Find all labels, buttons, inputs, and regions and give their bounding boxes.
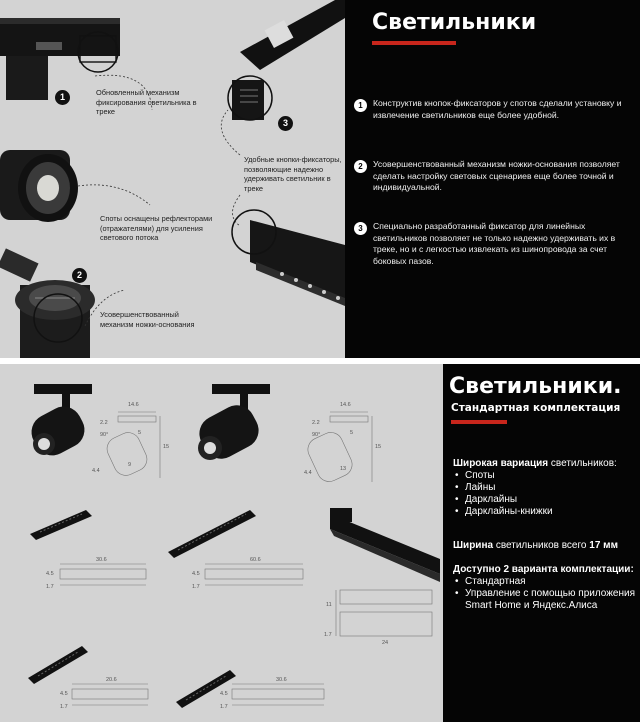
variety-heading: Широкая вариация светильников:: [453, 458, 617, 469]
dim-label: 4.5: [46, 571, 54, 577]
book-lamp-outline: [336, 590, 432, 636]
list-item: • Споты: [453, 470, 638, 482]
point-badge-2: 2: [354, 160, 367, 173]
slide2-title: Светильники.: [449, 374, 622, 399]
spot-base-photo: [0, 248, 95, 358]
drawings-panel: [0, 364, 443, 722]
dim-label: 14.6: [340, 402, 351, 408]
spot-2-drawing: [193, 384, 270, 465]
dim-label: 13: [340, 466, 347, 472]
dim-label: 9: [128, 462, 132, 468]
caption-fixing-mechanism: Обновленный механизм фиксирования светильника в треке: [96, 88, 197, 116]
slide-lights-features: [0, 0, 640, 358]
book-lamp-drawing: [330, 508, 440, 582]
caption-reflectors: Споты оснащены рефлекторами (отражателями) для усиления светового потока: [100, 214, 213, 242]
linear-4-drawing: [176, 670, 236, 708]
linear-2-drawing: [168, 510, 256, 558]
dim-label: 60.6: [250, 557, 261, 563]
point-text-3: Специально разработанный фиксатор для линейных светильников позволяет не только надежно удерживать их в треке, но и с легкостью извлекать из шинопровода за счет боковых пазов.: [373, 221, 616, 266]
linear-2-outline: [205, 564, 303, 585]
title-accent-bar: [372, 41, 456, 45]
kit-text-panel: [443, 364, 640, 722]
dim-label: 15: [163, 444, 170, 450]
options-list: [453, 576, 638, 612]
variety-list: [453, 470, 638, 518]
list-item: • Лайны: [453, 482, 638, 494]
list-item: • Стандартная: [453, 576, 638, 588]
spot-reflector-photo: [0, 150, 78, 222]
track-fixator-photo: [232, 0, 345, 120]
dim-label: 30.6: [96, 557, 107, 563]
slide-standard-kit: [0, 364, 640, 722]
slide1-title: Светильники: [372, 10, 537, 35]
dim-label: 4.5: [220, 691, 228, 697]
width-line: Ширина светильников всего 17 мм: [453, 540, 618, 551]
dim-label: 4.4: [304, 470, 312, 476]
point-badge-1: 1: [354, 99, 367, 112]
list-item: • Управление с помощью приложения Smart Home и Яндекс.Алиса: [453, 588, 638, 612]
dim-label: 4.5: [192, 571, 200, 577]
product-photo-panel: [0, 0, 345, 358]
dim-label: 90°: [100, 432, 109, 438]
subtitle-accent-bar: [451, 420, 507, 424]
caption-base-mechanism: Усовершенствованный механизм ножки-основания: [100, 310, 195, 329]
dim-label: 24: [382, 640, 389, 646]
badge-1: 1: [55, 90, 70, 105]
list-item: • Дарклайны-книжки: [453, 506, 638, 518]
badge-2: 2: [72, 268, 87, 283]
dim-label: 1.7: [192, 584, 200, 590]
linear-1-outline: [60, 564, 146, 585]
dim-label: 1.7: [46, 584, 54, 590]
slide2-subtitle: Стандартная комплектация: [451, 402, 621, 414]
dim-label: 14.6: [128, 402, 139, 408]
dim-label: 1.7: [60, 704, 68, 710]
dim-label: 30.6: [276, 677, 287, 683]
dim-label: 1.7: [220, 704, 228, 710]
options-heading: Доступно 2 варианта комплектации:: [453, 564, 634, 575]
point-text-2: Усовершенствованный механизм ножки-основания позволяет сделать настройку световых сценариев еще более точной и индивидуальной.: [373, 159, 620, 192]
variety-block: [453, 458, 638, 518]
point-text-1: Конструктив кнопок-фиксаторов у спотов сделали установку и извлечение светильников еще более удобной.: [373, 98, 622, 120]
technical-drawings: [0, 364, 443, 722]
features-text-panel: [345, 0, 640, 358]
dim-label: 5: [138, 430, 142, 436]
linear-lamp-photo: [250, 220, 345, 306]
dim-label: 20.6: [106, 677, 117, 683]
dim-label: 90°: [312, 432, 321, 438]
dim-label: 5: [350, 430, 354, 436]
point-badge-3: 3: [354, 222, 367, 235]
linear-3-drawing: [28, 646, 88, 684]
linear-4-outline: [232, 684, 324, 705]
dim-label: 11: [326, 602, 332, 608]
dim-label: 15: [375, 444, 382, 450]
spot-1-outline: [103, 412, 160, 479]
caption-fixator-buttons: Удобные кнопки-фиксаторы, позволяющие надежно удерживать светильник в треке: [244, 155, 342, 193]
dim-label: 1.7: [324, 632, 332, 638]
dim-label: 2.2: [100, 420, 108, 426]
badge-3: 3: [278, 116, 293, 131]
linear-1-drawing: [30, 510, 92, 540]
dim-label: 2.2: [312, 420, 320, 426]
linear-3-outline: [72, 684, 148, 705]
spot-1-drawing: [25, 384, 92, 462]
dim-label: 4.4: [92, 468, 100, 474]
dim-label: 4.5: [60, 691, 68, 697]
list-item: • Дарклайны: [453, 494, 638, 506]
options-block: [453, 564, 638, 612]
